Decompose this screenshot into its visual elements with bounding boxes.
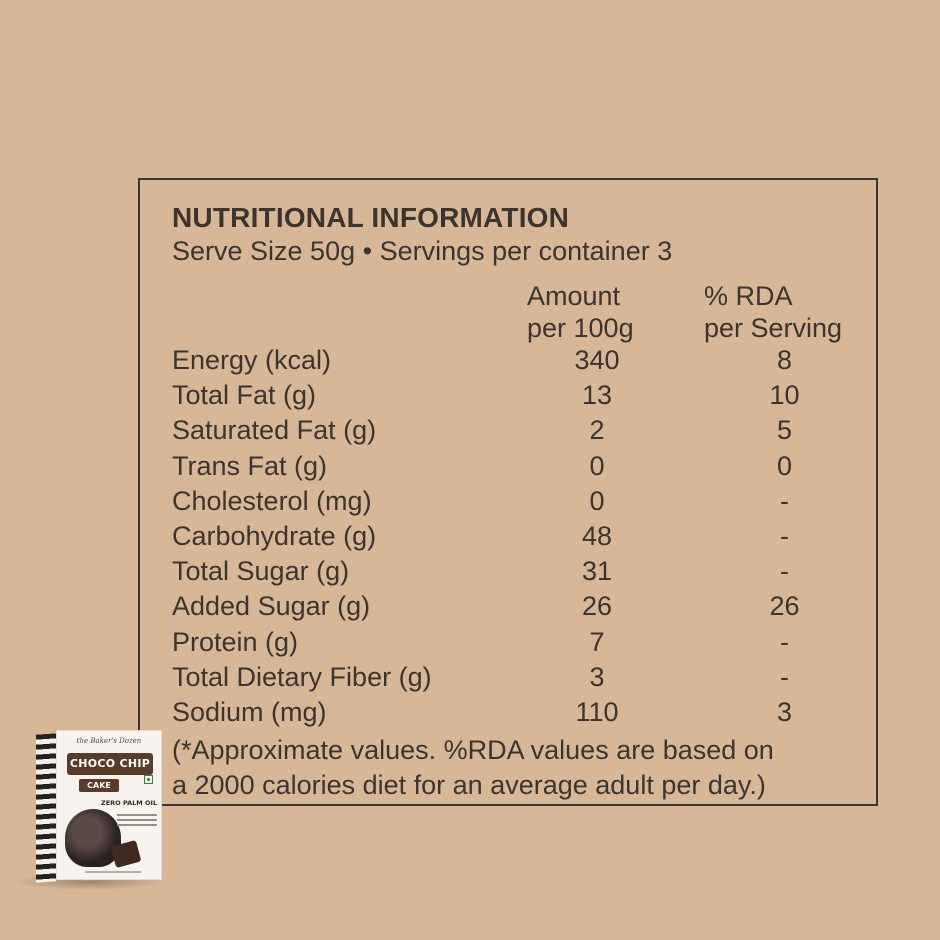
product-box-side bbox=[36, 733, 56, 882]
nutrient-amount: 0 bbox=[589, 485, 605, 516]
nutrient-rda: - bbox=[780, 520, 789, 551]
nutrient-amount: 2 bbox=[589, 415, 605, 446]
table-row bbox=[172, 343, 862, 378]
nutrient-rda: 5 bbox=[776, 415, 793, 446]
footnote-line-1: (*Approximate values. %RDA values are based on bbox=[172, 735, 774, 765]
panel-title: NUTRITIONAL INFORMATION bbox=[172, 202, 570, 233]
nutrient-amount: 26 bbox=[581, 591, 613, 622]
nutrient-amount: 340 bbox=[574, 345, 620, 375]
nutrient-rda: 10 bbox=[769, 380, 800, 411]
nutrient-rda: 3 bbox=[776, 696, 793, 727]
amount-header-line-1: Amount bbox=[527, 281, 621, 311]
product-bottom-line bbox=[85, 871, 141, 873]
table-row bbox=[172, 519, 862, 554]
amount-column-header bbox=[527, 280, 634, 344]
nutrient-amount: 3 bbox=[589, 661, 605, 692]
nutrient-name: Sodium (mg) bbox=[172, 696, 327, 727]
cake-photo bbox=[65, 809, 121, 867]
nutrient-name: Total Dietary Fiber (g) bbox=[172, 661, 432, 692]
rda-header-line-2: per Serving bbox=[704, 313, 843, 343]
table-row bbox=[172, 660, 862, 695]
nutrient-rda: 26 bbox=[769, 591, 800, 622]
table-row bbox=[172, 449, 862, 484]
nutrition-panel bbox=[138, 178, 878, 806]
nutrient-name: Added Sugar (g) bbox=[172, 591, 371, 622]
nutrient-name: Total Sugar (g) bbox=[172, 556, 350, 587]
table-row bbox=[172, 554, 862, 589]
product-fine-print bbox=[117, 811, 157, 829]
table-row bbox=[172, 484, 862, 519]
table-row bbox=[172, 625, 862, 660]
veg-mark-icon bbox=[144, 775, 153, 784]
product-box-front bbox=[56, 730, 162, 880]
nutrient-amount: 7 bbox=[589, 626, 605, 657]
serving-info: Serve Size 50g • Servings per container 3 bbox=[172, 236, 673, 266]
nutrient-name: Trans Fat (g) bbox=[172, 450, 328, 481]
table-row bbox=[172, 378, 862, 413]
product-variant-tag: CAKE bbox=[79, 779, 119, 792]
nutrient-amount: 13 bbox=[581, 380, 613, 411]
nutrient-table bbox=[172, 343, 862, 730]
rda-header-line-1: % RDA bbox=[704, 281, 793, 311]
table-row bbox=[172, 589, 862, 624]
rda-column-header bbox=[704, 280, 842, 344]
brand-logo: the Baker's Dozen bbox=[76, 737, 142, 745]
nutrient-rda: - bbox=[780, 485, 789, 516]
nutrient-rda: 8 bbox=[776, 345, 793, 375]
product-claim: ZERO PALM OIL bbox=[101, 799, 158, 807]
nutrient-name: Carbohydrate (g) bbox=[172, 520, 377, 551]
nutrient-amount: 31 bbox=[581, 556, 613, 587]
nutrient-name: Protein (g) bbox=[172, 626, 299, 657]
nutrient-amount: 0 bbox=[589, 450, 605, 481]
amount-header-line-2: per 100g bbox=[527, 313, 634, 343]
product-box-image bbox=[36, 730, 164, 882]
nutrient-rda: 0 bbox=[776, 450, 793, 481]
table-row bbox=[172, 413, 862, 448]
nutrient-rda: - bbox=[780, 626, 789, 657]
nutrient-amount: 110 bbox=[575, 696, 619, 727]
nutrient-name: Total Fat (g) bbox=[172, 380, 317, 411]
nutrient-name: Saturated Fat (g) bbox=[172, 415, 377, 446]
nutrient-rda: - bbox=[780, 661, 789, 692]
nutrient-name: Energy (kcal) bbox=[172, 345, 332, 375]
nutrient-amount: 48 bbox=[581, 520, 613, 551]
table-row bbox=[172, 695, 862, 730]
footnote-line-2: a 2000 calories diet for an average adult per day.) bbox=[172, 770, 766, 800]
nutrient-rda: - bbox=[780, 556, 789, 587]
nutrient-name: Cholesterol (mg) bbox=[172, 485, 372, 516]
product-name-banner: CHOCO CHIP bbox=[67, 753, 153, 775]
footnote bbox=[172, 733, 774, 803]
